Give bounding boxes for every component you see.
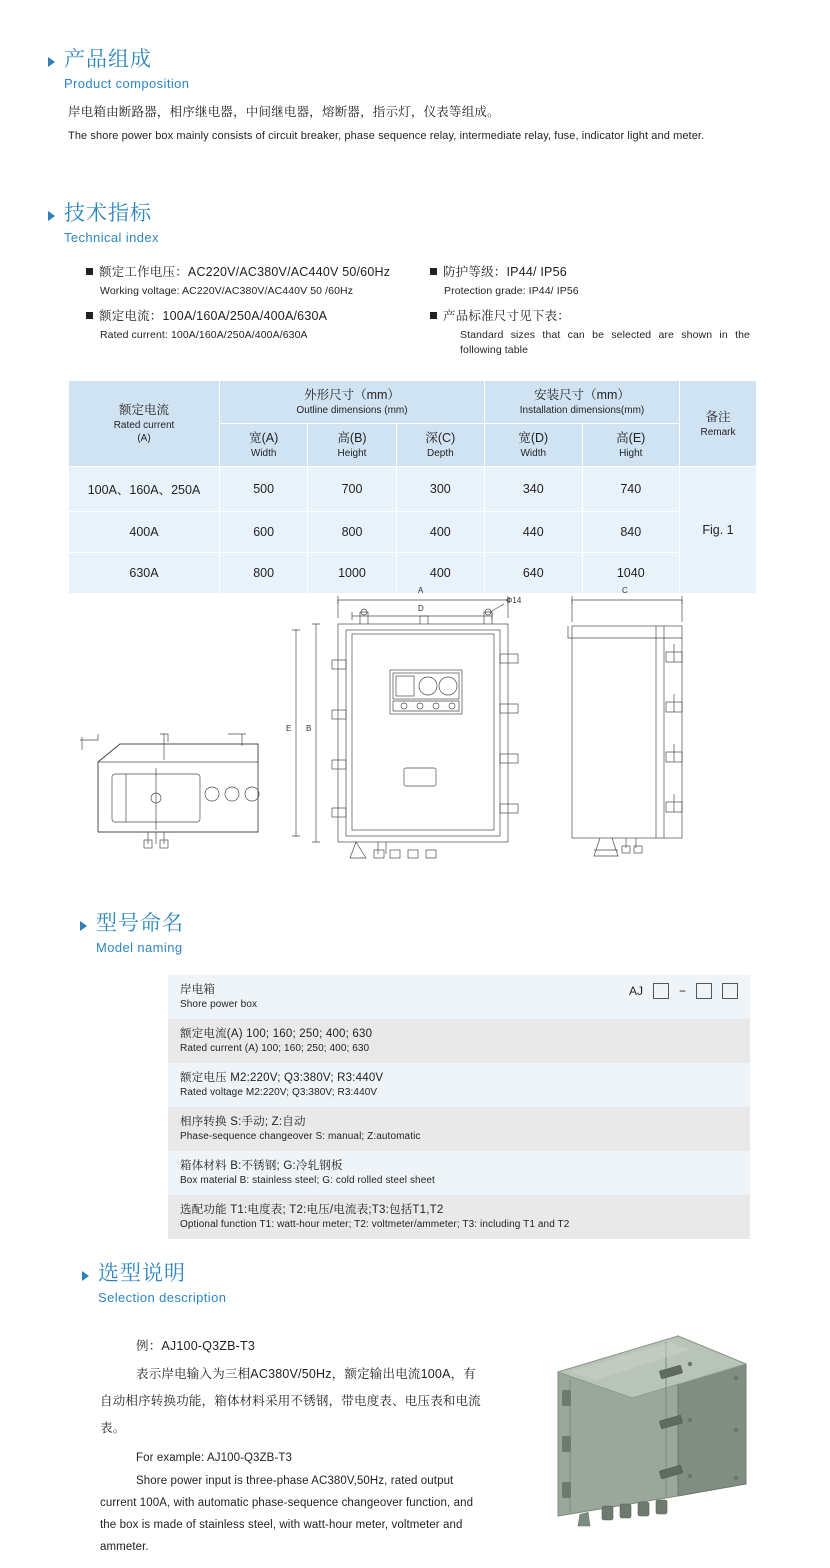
cell-height-e: 1040 xyxy=(582,553,680,594)
selection-body-cn-line1: 表示岸电输入为三相AC380V/50Hz，额定输出电流100A，有 xyxy=(136,1367,477,1381)
specification-table xyxy=(68,380,757,594)
header-installation-dimensions: 安装尺寸（mm） Installation dimensions(mm) xyxy=(485,381,680,424)
header-remark: 备注 Remark xyxy=(680,381,757,467)
section-title-en: Model naming xyxy=(96,940,183,955)
code-box-2[interactable] xyxy=(696,983,712,999)
model-row-box-material: 箱体材料 B:不锈钢; G:冷轧钢板 Box material B: stainless steel; G: cold rolled steel sheet xyxy=(168,1151,750,1195)
header-sub-height-e: 高(E) Hight xyxy=(582,424,680,467)
header-outline-dimensions: 外形尺寸（mm） Outline dimensions (mm) xyxy=(220,381,485,424)
model-row-phase-sequence-changeover: 相序转换 S:手动; Z:自动 Phase-sequence changeover S: manual; Z:automatic xyxy=(168,1107,750,1151)
product-photo xyxy=(540,1320,770,1535)
table-row xyxy=(69,512,757,553)
selection-body-en-line1: Shore power input is three-phase AC380V,50Hz, rated output xyxy=(136,1475,454,1487)
header-sub-width-d: 宽(D) Width xyxy=(485,424,583,467)
cell-remark: Fig. 1 xyxy=(680,467,757,594)
cell-depth-c: 400 xyxy=(396,553,484,594)
technical-drawing xyxy=(60,582,770,862)
selection-body-en-line4: ammeter. xyxy=(100,1541,149,1553)
drawing-side-view xyxy=(568,596,682,856)
tech-item-standard-sizes: 产品标准尺寸见下表： Standard sizes that can be selected are shown in the following table xyxy=(430,306,750,358)
square-bullet-icon xyxy=(430,268,437,275)
section-title-en: Selection description xyxy=(98,1290,227,1305)
cell-height-b: 700 xyxy=(308,467,396,512)
model-row-optional-function: 选配功能 T1:电度表; T2:电压/电流表;T3:包括T1,T2 Optional function T1: watt-hour meter; T2: voltmeter/ammeter; T3: including T1 and T2 xyxy=(168,1195,750,1239)
section-heading-product-composition xyxy=(48,48,189,94)
cell-height-b: 1000 xyxy=(308,553,396,594)
tech-item-current: 额定电流：100A/160A/250A/400A/630A Rated current: 100A/160A/250A/400A/630A xyxy=(86,306,416,343)
tech-item-protection: 防护等级：IP44/ IP56 Protection grade: IP44/ IP56 xyxy=(430,262,750,299)
cell-rated-current: 630A xyxy=(69,553,220,594)
dimension-label-phi14: Φ14 xyxy=(506,596,522,605)
selection-body-en-line3: the box is made of stainless steel, with watt-hour meter, voltmeter and xyxy=(100,1519,463,1531)
square-bullet-icon xyxy=(86,312,93,319)
selection-example-en: For example: AJ100-Q3ZB-T3 xyxy=(136,1452,292,1464)
model-prefix: AJ xyxy=(628,984,643,998)
dimension-label-e: E xyxy=(286,724,292,733)
cell-width-d: 640 xyxy=(485,553,583,594)
section-title-cn: 型号命名 xyxy=(96,912,184,935)
cell-width-a: 800 xyxy=(220,553,308,594)
triangle-right-icon xyxy=(80,921,87,931)
section-title-cn: 产品组成 xyxy=(64,48,152,71)
cell-height-e: 740 xyxy=(582,467,680,512)
product-composition-body-en: The shore power box mainly consists of circuit breaker, phase sequence relay, intermediate relay, fuse, indicator light and meter. xyxy=(68,130,705,142)
model-naming-table xyxy=(168,975,750,1239)
drawing-svg xyxy=(60,582,770,862)
model-row-rated-voltage: 额定电压 M2:220V; Q3:380V; R3:440V Rated voltage M2:220V; Q3:380V; R3:440V xyxy=(168,1063,750,1107)
table-body xyxy=(69,467,757,594)
product-composition-body-cn: 岸电箱由断路器，相序继电器，中间继电器，熔断器，指示灯，仪表等组成。 xyxy=(68,105,500,119)
drawing-front-view xyxy=(292,596,518,858)
header-rated-current: 额定电流 Rated current (A) xyxy=(69,381,220,467)
selection-body-cn-line2: 自动相序转换功能，箱体材料采用不锈钢，带电度表、电压表和电流 xyxy=(100,1394,482,1408)
cell-height-b: 800 xyxy=(308,512,396,553)
selection-body-cn-line3: 表。 xyxy=(100,1421,126,1435)
cell-height-e: 840 xyxy=(582,512,680,553)
code-box-3[interactable] xyxy=(722,983,738,999)
section-heading-technical-index xyxy=(48,202,159,248)
table-header-row-1 xyxy=(69,381,757,424)
triangle-right-icon xyxy=(48,211,55,221)
selection-example-cn: 例：AJ100-Q3ZB-T3 xyxy=(136,1339,256,1353)
cell-rated-current: 400A xyxy=(69,512,220,553)
dimension-label-c: C xyxy=(622,586,628,595)
dimension-label-b: B xyxy=(306,724,312,733)
section-heading-model-naming xyxy=(80,912,184,958)
cell-rated-current: 100A、160A、250A xyxy=(69,467,220,512)
table-header xyxy=(69,381,757,467)
section-title-en: Technical index xyxy=(64,230,159,245)
product-photo-svg xyxy=(540,1320,770,1535)
triangle-right-icon xyxy=(48,57,55,67)
section-title-en: Product composition xyxy=(64,76,190,91)
cell-depth-c: 400 xyxy=(396,512,484,553)
header-sub-height-b: 高(B) Height xyxy=(308,424,396,467)
cell-width-d: 340 xyxy=(485,467,583,512)
cell-width-d: 440 xyxy=(485,512,583,553)
drawing-top-view xyxy=(80,734,259,848)
square-bullet-icon xyxy=(86,268,93,275)
header-sub-width-a: 宽(A) Width xyxy=(220,424,308,467)
dimension-label-a: A xyxy=(418,586,424,595)
code-box-1[interactable] xyxy=(653,983,669,999)
section-title-cn: 技术指标 xyxy=(64,202,152,225)
cell-width-a: 600 xyxy=(220,512,308,553)
model-row-shore-power-box: 岸电箱 Shore power box AJ − xyxy=(168,975,750,1019)
dimension-label-d: D xyxy=(418,604,424,613)
triangle-right-icon xyxy=(82,1271,89,1281)
section-heading-selection-description xyxy=(82,1262,226,1308)
header-sub-depth-c: 深(C) Depth xyxy=(396,424,484,467)
code-separator: − xyxy=(678,984,686,998)
square-bullet-icon xyxy=(430,312,437,319)
cell-width-a: 500 xyxy=(220,467,308,512)
cell-depth-c: 300 xyxy=(396,467,484,512)
table-row xyxy=(69,467,757,512)
model-row-rated-current: 额定电流(A) 100; 160; 250; 400; 630 Rated current (A) 100; 160; 250; 400; 630 xyxy=(168,1019,750,1063)
model-code-group xyxy=(629,983,738,999)
section-title-cn: 选型说明 xyxy=(98,1262,186,1285)
selection-body-en-line2: current 100A, with automatic phase-sequence changeover function, and xyxy=(100,1497,474,1509)
tech-item-voltage: 额定工作电压：AC220V/AC380V/AC440V 50/60Hz Working voltage: AC220V/AC380V/AC440V 50 /60Hz xyxy=(86,262,416,299)
